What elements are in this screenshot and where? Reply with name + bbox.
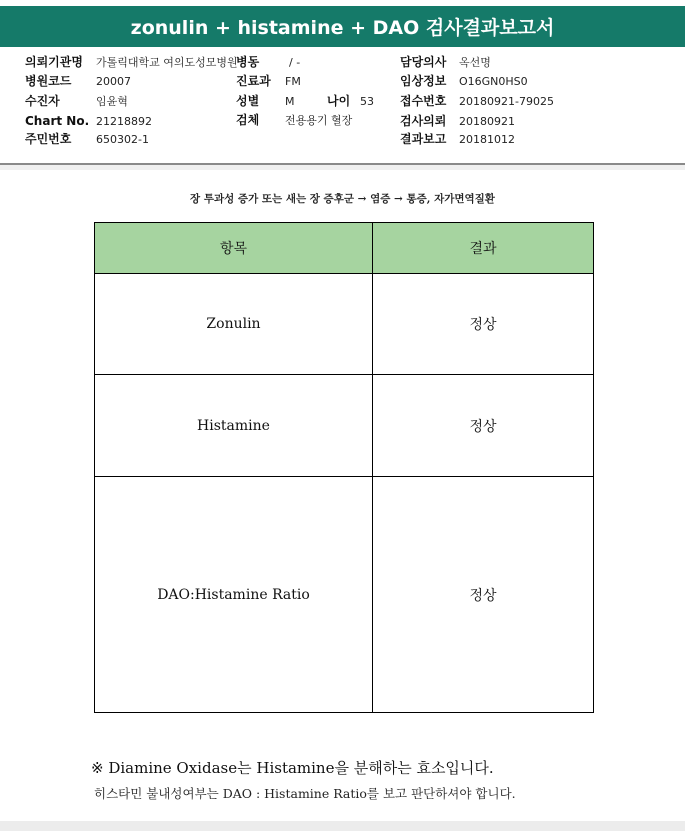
- ward-label: 병동: [236, 55, 260, 69]
- clinical-info-row: [400, 74, 528, 89]
- report-date-label: 결과보고: [400, 132, 447, 146]
- resident-no-label: 주민번호: [25, 132, 72, 146]
- request-date-value: 20180921: [459, 115, 515, 128]
- report-date-value: 20181012: [459, 133, 515, 146]
- chart-no-value: 21218892: [96, 115, 152, 128]
- specimen-label: 검체: [236, 113, 260, 127]
- item-cell: DAO:Histamine Ratio: [95, 477, 373, 713]
- clinical-info-value: O16GN0HS0: [459, 75, 528, 88]
- department-label: 진료과: [236, 74, 271, 88]
- department-value: FM: [285, 75, 301, 88]
- table-row: [95, 375, 594, 477]
- item-cell: Zonulin: [95, 274, 373, 375]
- report-subtitle: 장 투과성 증가 또는 새는 장 증후군 → 염증 → 통증, 자가면역질환: [190, 193, 495, 205]
- patient-name-row: [25, 94, 128, 109]
- hospital-name-row: [25, 55, 238, 70]
- doctor-row: [400, 55, 491, 70]
- footer-band: [0, 821, 685, 831]
- sex-label: 성별: [236, 94, 260, 108]
- age-row: [327, 94, 374, 109]
- receipt-no-row: [400, 94, 554, 109]
- ward-value: / -: [289, 56, 301, 69]
- chart-no-row: [25, 114, 152, 129]
- doctor-value: 옥선명: [459, 56, 491, 69]
- department-row: [236, 74, 301, 89]
- note-histamine-intolerance: 히스타민 불내성여부는 DAO : Histamine Ratio를 보고 판단하셔야 합니다.: [94, 786, 516, 801]
- request-date-row: [400, 114, 515, 129]
- table-row: [95, 477, 594, 713]
- result-cell: 정상: [373, 375, 594, 477]
- clinical-info-label: 임상정보: [400, 74, 447, 88]
- specimen-row: [236, 113, 353, 128]
- header-shade: [0, 165, 685, 170]
- hospital-code-value: 20007: [96, 75, 131, 88]
- column-header-item: 항목: [95, 223, 373, 274]
- chart-no-label: Chart No.: [25, 114, 90, 128]
- result-cell: 정상: [373, 477, 594, 713]
- result-cell: 정상: [373, 274, 594, 375]
- specimen-value: 전용용기 혈장: [285, 114, 353, 127]
- request-date-label: 검사의뢰: [400, 114, 447, 128]
- hospital-code-row: [25, 74, 131, 89]
- age-label: 나이: [327, 94, 351, 108]
- hospital-name-label: 의뢰기관명: [25, 55, 83, 69]
- age-value: 53: [360, 95, 374, 108]
- ward-row: [236, 55, 301, 70]
- report-title: zonulin + histamine + DAO 검사결과보고서: [0, 6, 685, 47]
- resident-no-row: [25, 132, 149, 147]
- patient-name-label: 수진자: [25, 94, 60, 108]
- table-header-row: [95, 223, 594, 274]
- receipt-no-value: 20180921-79025: [459, 95, 554, 108]
- table-row: [95, 274, 594, 375]
- doctor-label: 담당의사: [400, 55, 447, 69]
- resident-no-value: 650302-1: [96, 133, 149, 146]
- column-header-result: 결과: [373, 223, 594, 274]
- hospital-name-value: 가톨릭대학교 여의도성모병원: [96, 56, 238, 69]
- results-table: [94, 222, 594, 713]
- item-cell: Histamine: [95, 375, 373, 477]
- sex-row: [236, 94, 295, 109]
- hospital-code-label: 병원코드: [25, 74, 72, 88]
- sex-value: M: [285, 95, 295, 108]
- note-dao-definition: ※ Diamine Oxidase는 Histamine을 분해하는 효소입니다.: [91, 759, 494, 777]
- patient-name-value: 임윤혁: [96, 95, 128, 108]
- report-date-row: [400, 132, 515, 147]
- receipt-no-label: 접수번호: [400, 94, 447, 108]
